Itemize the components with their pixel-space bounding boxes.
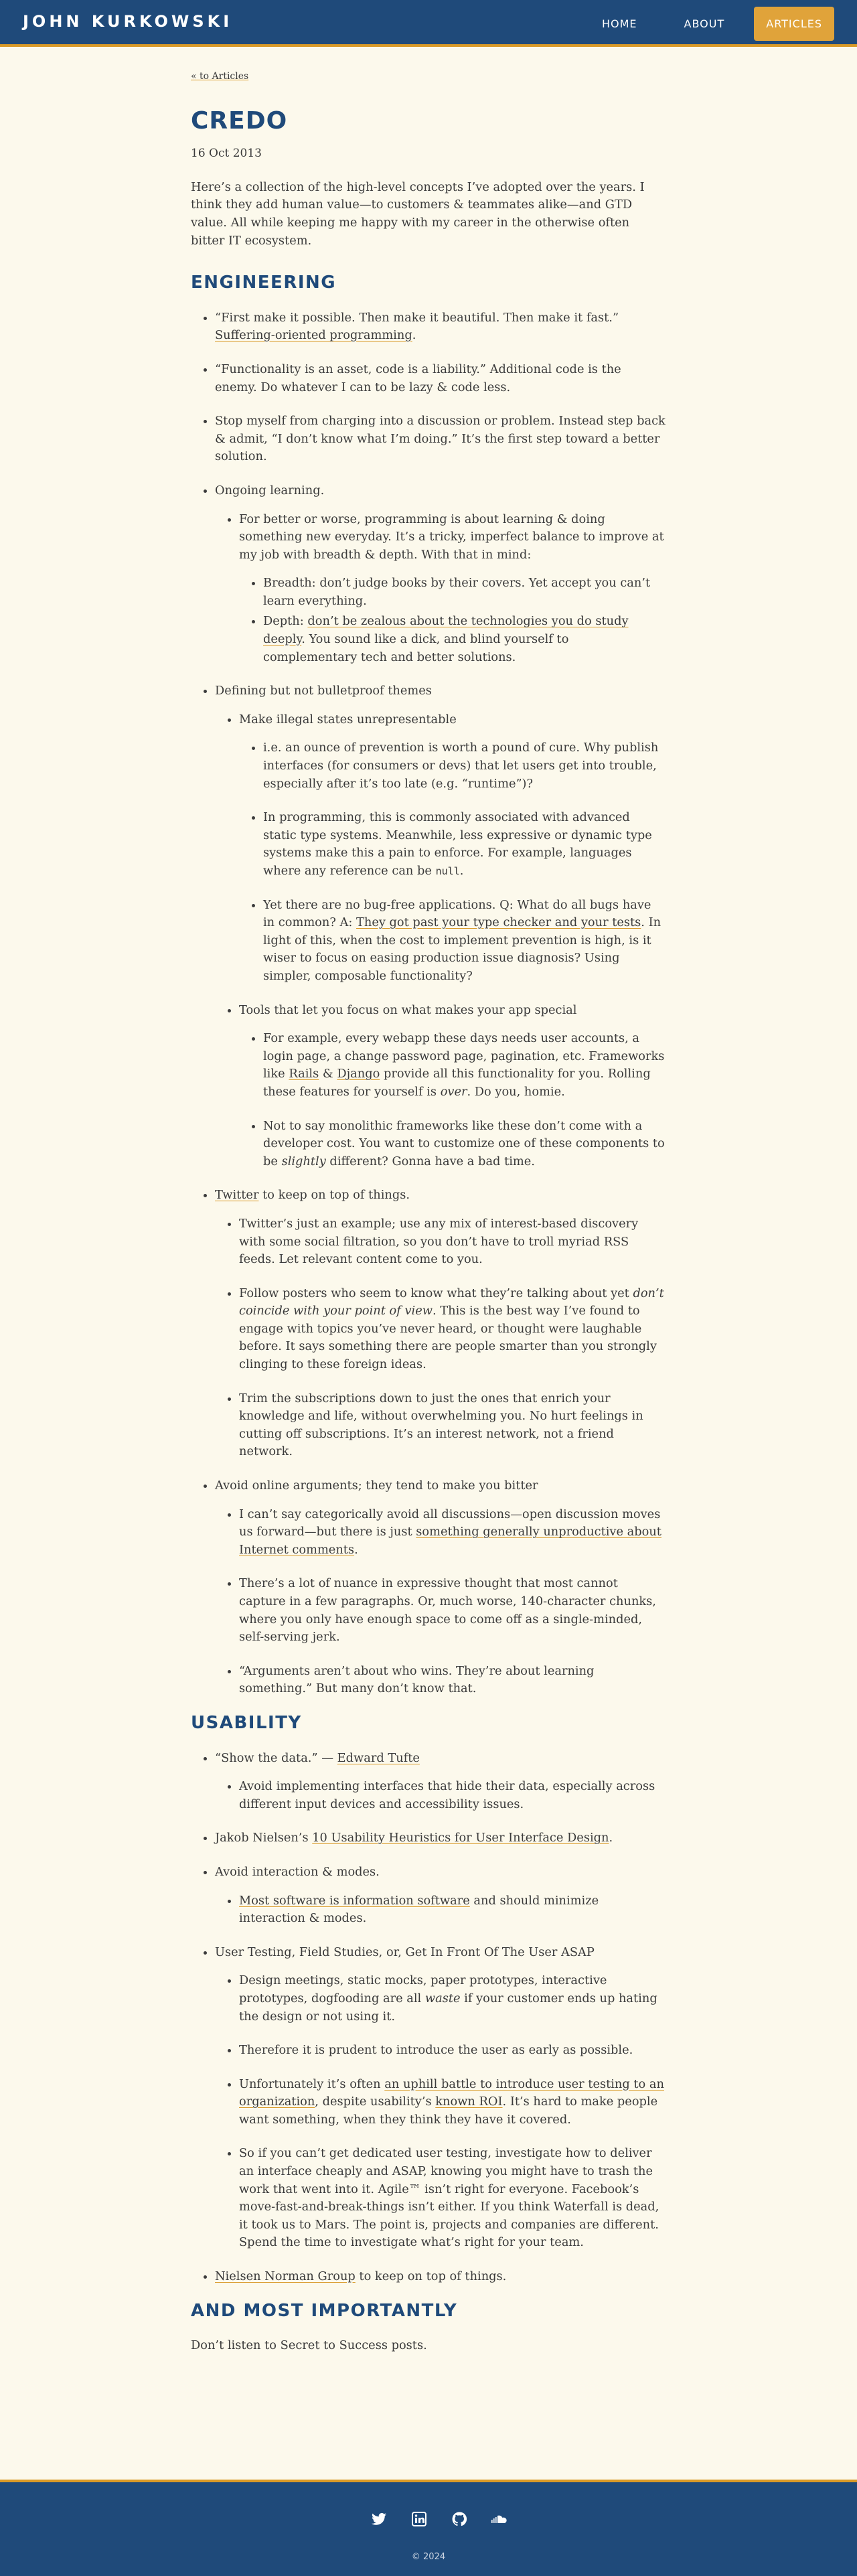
list-item: • Most software is information software and should minimize interaction & modes. bbox=[239, 1892, 666, 1928]
usability-heuristics-link[interactable]: 10 Usability Heuristics for User Interface Design bbox=[312, 1831, 609, 1845]
twitter-link[interactable]: Twitter bbox=[215, 1188, 259, 1203]
twitter-icon[interactable] bbox=[369, 2509, 389, 2529]
linkedin-icon[interactable] bbox=[409, 2509, 429, 2529]
list-item: • I can’t say categorically avoid all discussions—open discussion moves us forward—but there is just something generally unproductive about Internet comments. bbox=[239, 1506, 666, 1560]
importantly-section bbox=[191, 2302, 666, 2355]
list-item: • “Arguments aren’t about who wins. They’re about learning something.” But many don’t know that. bbox=[239, 1663, 666, 1698]
zealous-technologies-link[interactable]: don’t be zealous about the technologies you do study deeply bbox=[263, 614, 629, 647]
django-link[interactable]: Django bbox=[337, 1067, 380, 1081]
list-item: • For example, every webapp these days needs user accounts, a login page, a change password page, pagination, etc. Frameworks like Rails & Django provide all this functionality for you. Rolling these features for yourself is over. Do you, homie. bbox=[263, 1030, 666, 1101]
usability-section bbox=[191, 1714, 666, 2286]
list-item: • Breadth: don’t judge books by their covers. Yet accept you can’t learn everything. bbox=[263, 575, 666, 610]
list-item: • Stop myself from charging into a discussion or problem. Instead step back & admit, “I don’t know what I’m doing.” It’s the first step toward a better solution. bbox=[215, 412, 666, 466]
list-item: • There’s a lot of nuance in expressive thought that most cannot capture in a few paragraphs. Or, much worse, 140-character chunks, where you only have enough space to come off as a single-minded, self-serving jerk. bbox=[239, 1575, 666, 1646]
list-item: • Avoid online arguments; they tend to make you bitter • I can’t say categorically avoid all discussions—open discussion moves us forward—but there is just something generally unproductive about Internet comments. • There’s a lot of nuance in expressive thought that most cannot capture in a few paragraphs. Or, much worse, 140-character chunks, where you only have enough space to come off as a single-minded, self-serving jerk. • “Arguments aren’t about who wins. They’re about learning something.” But many don’t know that. bbox=[215, 1477, 666, 1698]
nav-articles[interactable]: ARTICLES bbox=[754, 7, 834, 41]
copyright: © 2024 bbox=[411, 2552, 446, 2562]
engineering-heading: ENGINEERING bbox=[191, 273, 337, 293]
list-item: • i.e. an ounce of prevention is worth a pound of cure. Why publish interfaces (for consumers or devs) that let users get into trouble, especially after it’s too late (e.g. “runtime”)? bbox=[263, 739, 666, 793]
engineering-list bbox=[191, 309, 666, 1698]
list-item: • “First make it possible. Then make it beautiful. Then make it fast.” Suffering-oriented programming. bbox=[215, 309, 666, 345]
list-item: • Trim the subscriptions down to just the ones that enrich your knowledge and life, without overwhelming you. No hurt feelings in cutting off subscriptions. It’s an interest network, not a friend network. bbox=[239, 1390, 666, 1461]
list-item: • Defining but not bulletproof themes • Make illegal states unrepresentable • i.e. an ounce of prevention is worth a pound of cure. Why publish interfaces (for consumers or devs) that let users get into trouble, especially after it’s too late (e.g. “runtime”)? • In programming, this is commonly associated with advanced static type systems. Meanwhile, less expressive or dynamic type systems make this a pain to enforce. For example, languages where any reference can be null. • Yet there are no bug-free applications. Q: What do all bugs have in common? A: They got past your type checker and your tests. In light of this, when the cost to implement prevention is high, is it wiser to focus on easing production issue diagnosis? Using simpler, composable functionality? • Tools that let you focus on what makes your app special • For example, every webapp these days needs user accounts, a login page, a change password page, pagination, etc. Frameworks like Rails & Django provide all this functionality for you. Rolling these features for yourself is over. Do you, homie. • Not to say monolithic frameworks like these don’t come with a developer cost. You want to customize one of these components to be slightly different? Gonna have a bad time. bbox=[215, 682, 666, 1170]
list-item: • Design meetings, static mocks, paper prototypes, interactive prototypes, dogfooding are all waste if your customer ends up hating the design or not using it. bbox=[239, 1972, 666, 2026]
list-item: • Make illegal states unrepresentable • i.e. an ounce of prevention is worth a pound of cure. Why publish interfaces (for consumers or devs) that let users get into trouble, especially after it’s too late (e.g. “runtime”)? • In programming, this is commonly associated with advanced static type systems. Meanwhile, less expressive or dynamic type systems make this a pain to enforce. For example, languages where any reference can be null. • Yet there are no bug-free applications. Q: What do all bugs have in common? A: They got past your type checker and your tests. In light of this, when the cost to implement prevention is high, is it wiser to focus on easing production issue diagnosis? Using simpler, composable functionality? bbox=[239, 711, 666, 986]
intro-paragraph: Here’s a collection of the high-level concepts I’ve adopted over the years. I think they add human value—to customers & teammates alike—and GTD value. All while keeping me happy with my career in the otherwise often bitter IT ecosystem. bbox=[191, 179, 645, 248]
list-item: • Unfortunately it’s often an uphill battle to introduce user testing to an organization, despite usability’s known ROI. It’s hard to make people want something, when they think they have it covered. bbox=[239, 2076, 666, 2129]
list-item: • Not to say monolithic frameworks like these don’t come with a developer cost. You want to customize one of these components to be slightly different? Gonna have a bad time. bbox=[263, 1118, 666, 1171]
known-roi-link[interactable]: known ROI bbox=[435, 2095, 503, 2109]
list-item: • Jakob Nielsen’s 10 Usability Heuristics for User Interface Design. bbox=[215, 1829, 666, 1847]
article bbox=[191, 67, 666, 2370]
importantly-heading: AND MOST IMPORTANTLY bbox=[191, 2300, 458, 2321]
social-links bbox=[359, 2509, 520, 2529]
list-item: • Avoid interaction & modes. • Most software is information software and should minimize interaction & modes. bbox=[215, 1864, 666, 1928]
list-item: • Follow posters who seem to know what they’re talking about yet don’t coincide with your point of view. This is the best way I’ve found to engage with topics you’ve never heard, or thought were laughable before. It says something there are people smarter than you strongly clinging to these foreign ideas. bbox=[239, 1285, 666, 1374]
site-brand[interactable]: JOHN KURKOWSKI bbox=[23, 12, 233, 31]
site-header bbox=[0, 0, 857, 47]
nav-home[interactable]: HOME bbox=[601, 17, 637, 30]
page-title: CREDO bbox=[191, 106, 288, 135]
list-item: • Therefore it is prudent to introduce the user as early as possible. bbox=[239, 2042, 666, 2060]
site-footer bbox=[0, 2480, 857, 2576]
list-item: • Nielsen Norman Group to keep on top of things. bbox=[215, 2268, 666, 2286]
back-to-articles-link[interactable]: « to Articles bbox=[191, 71, 249, 82]
list-item: • “Functionality is an asset, code is a liability.” Additional code is the enemy. Do whatever I can to be lazy & code less. bbox=[215, 361, 666, 396]
list-item: • In programming, this is commonly associated with advanced static type systems. Meanwhile, less expressive or dynamic type systems make this a pain to enforce. For example, languages where any reference can be null. bbox=[263, 809, 666, 880]
list-item: • Twitter to keep on top of things. • Twitter’s just an example; use any mix of interest-based discovery with some social filtration, so you don’t have to troll myriad RSS feeds. Let relevant content come to you. • Follow posters who seem to know what they’re talking about yet don’t coincide with your point of view. This is the best way I’ve found to engage with topics you’ve never heard, or thought were laughable before. It says something there are people smarter than you strongly clinging to these foreign ideas. • Trim the subscriptions down to just the ones that enrich your knowledge and life, without overwhelming you. No hurt feelings in cutting off subscriptions. It’s an interest network, not a friend network. bbox=[215, 1187, 666, 1461]
rails-link[interactable]: Rails bbox=[289, 1067, 319, 1081]
list-item: • Tools that let you focus on what makes your app special • For example, every webapp these days needs user accounts, a login page, a change password page, pagination, etc. Frameworks like Rails & Django provide all this functionality for you. Rolling these features for yourself is over. Do you, homie. • Not to say monolithic frameworks like these don’t come with a developer cost. You want to customize one of these components to be slightly different? Gonna have a bad time. bbox=[239, 1002, 666, 1171]
list-item: • Ongoing learning. • For better or worse, programming is about learning & doing something new everyday. It’s a tricky, imperfect balance to improve at my job with breadth & depth. With that in mind: • Breadth: don’t judge books by their covers. Yet accept you can’t learn everything. • Depth: don’t be zealous about the technologies you do study deeply. You sound like a dick, and blind yourself to complementary tech and better solutions. bbox=[215, 482, 666, 666]
usability-heading: USABILITY bbox=[191, 1712, 302, 1733]
article-date: 16 Oct 2013 bbox=[191, 147, 262, 161]
list-item: • So if you can’t get dedicated user testing, investigate how to deliver an interface cheaply and ASAP, knowing you might have to trash the work that went into it. Agile™ isn’t right for everyone. Facebook’s move-fast-and-break-things isn’t either. If you think Waterfall is dead, it took us to Mars. The point is, projects and companies are different. Spend the time to investigate what’s right for your team. bbox=[239, 2145, 666, 2252]
list-item: • Depth: don’t be zealous about the technologies you do study deeply. You sound like a dick, and blind yourself to complementary tech and better solutions. bbox=[263, 613, 666, 666]
list-item: • User Testing, Field Studies, or, Get In Front Of The User ASAP • Design meetings, static mocks, paper prototypes, interactive prototypes, dogfooding are all waste if your customer ends up hating the design or not using it. • Therefore it is prudent to introduce the user as early as possible. • Unfortunately it’s often an uphill battle to introduce user testing to an organization, despite usability’s known ROI. It’s hard to make people want something, when they think they have it covered. • So if you can’t get dedicated user testing, investigate how to deliver an interface cheaply and ASAP, knowing you might have to trash the work that went into it. Agile™ isn’t right for everyone. Facebook’s move-fast-and-break-things isn’t either. If you think Waterfall is dead, it took us to Mars. The point is, projects and companies are different. Spend the time to investigate what’s right for your team. bbox=[215, 1944, 666, 2252]
list-item: • “Show the data.” — Edward Tufte • Avoid implementing interfaces that hide their data, especially across different input devices and accessibility issues. bbox=[215, 1750, 666, 1814]
list-item: • Twitter’s just an example; use any mix of interest-based discovery with some social filtration, so you don’t have to troll myriad RSS feeds. Let relevant content come to you. bbox=[239, 1215, 666, 1269]
nav-about[interactable]: ABOUT bbox=[684, 17, 725, 30]
information-software-link[interactable]: Most software is information software bbox=[239, 1893, 470, 1908]
list-item: • For better or worse, programming is about learning & doing something new everyday. It’s a tricky, imperfect balance to improve at my job with breadth & depth. With that in mind: • Breadth: don’t judge books by their covers. Yet accept you can’t learn everything. • Depth: don’t be zealous about the technologies you do study deeply. You sound like a dick, and blind yourself to complementary tech and better solutions. bbox=[239, 511, 666, 667]
edward-tufte-link[interactable]: Edward Tufte bbox=[337, 1750, 420, 1765]
soundcloud-icon[interactable] bbox=[489, 2509, 510, 2529]
main-nav bbox=[568, 7, 834, 41]
importantly-text: Don’t listen to Secret to Success posts. bbox=[191, 2338, 427, 2353]
nielsen-norman-group-link[interactable]: Nielsen Norman Group bbox=[215, 2269, 356, 2284]
internet-comments-link[interactable]: something generally unproductive about Internet comments bbox=[239, 1525, 661, 1557]
suffering-oriented-programming-link[interactable]: Suffering-oriented programming bbox=[215, 328, 412, 343]
engineering-section bbox=[191, 274, 666, 1698]
null-code: null bbox=[435, 865, 460, 877]
type-checker-tests-link[interactable]: They got past your type checker and your tests bbox=[356, 915, 641, 930]
usability-list bbox=[191, 1750, 666, 2286]
list-item: • Yet there are no bug-free applications. Q: What do all bugs have in common? A: They got past your type checker and your tests. In light of this, when the cost to implement prevention is high, is it wiser to focus on easing production issue diagnosis? Using simpler, composable functionality? bbox=[263, 897, 666, 986]
github-icon[interactable] bbox=[449, 2509, 469, 2529]
list-item: • Avoid implementing interfaces that hide their data, especially across different input devices and accessibility issues. bbox=[239, 1778, 666, 1813]
uphill-battle-link[interactable]: an uphill battle to introduce user testing to an organization bbox=[239, 2076, 664, 2109]
